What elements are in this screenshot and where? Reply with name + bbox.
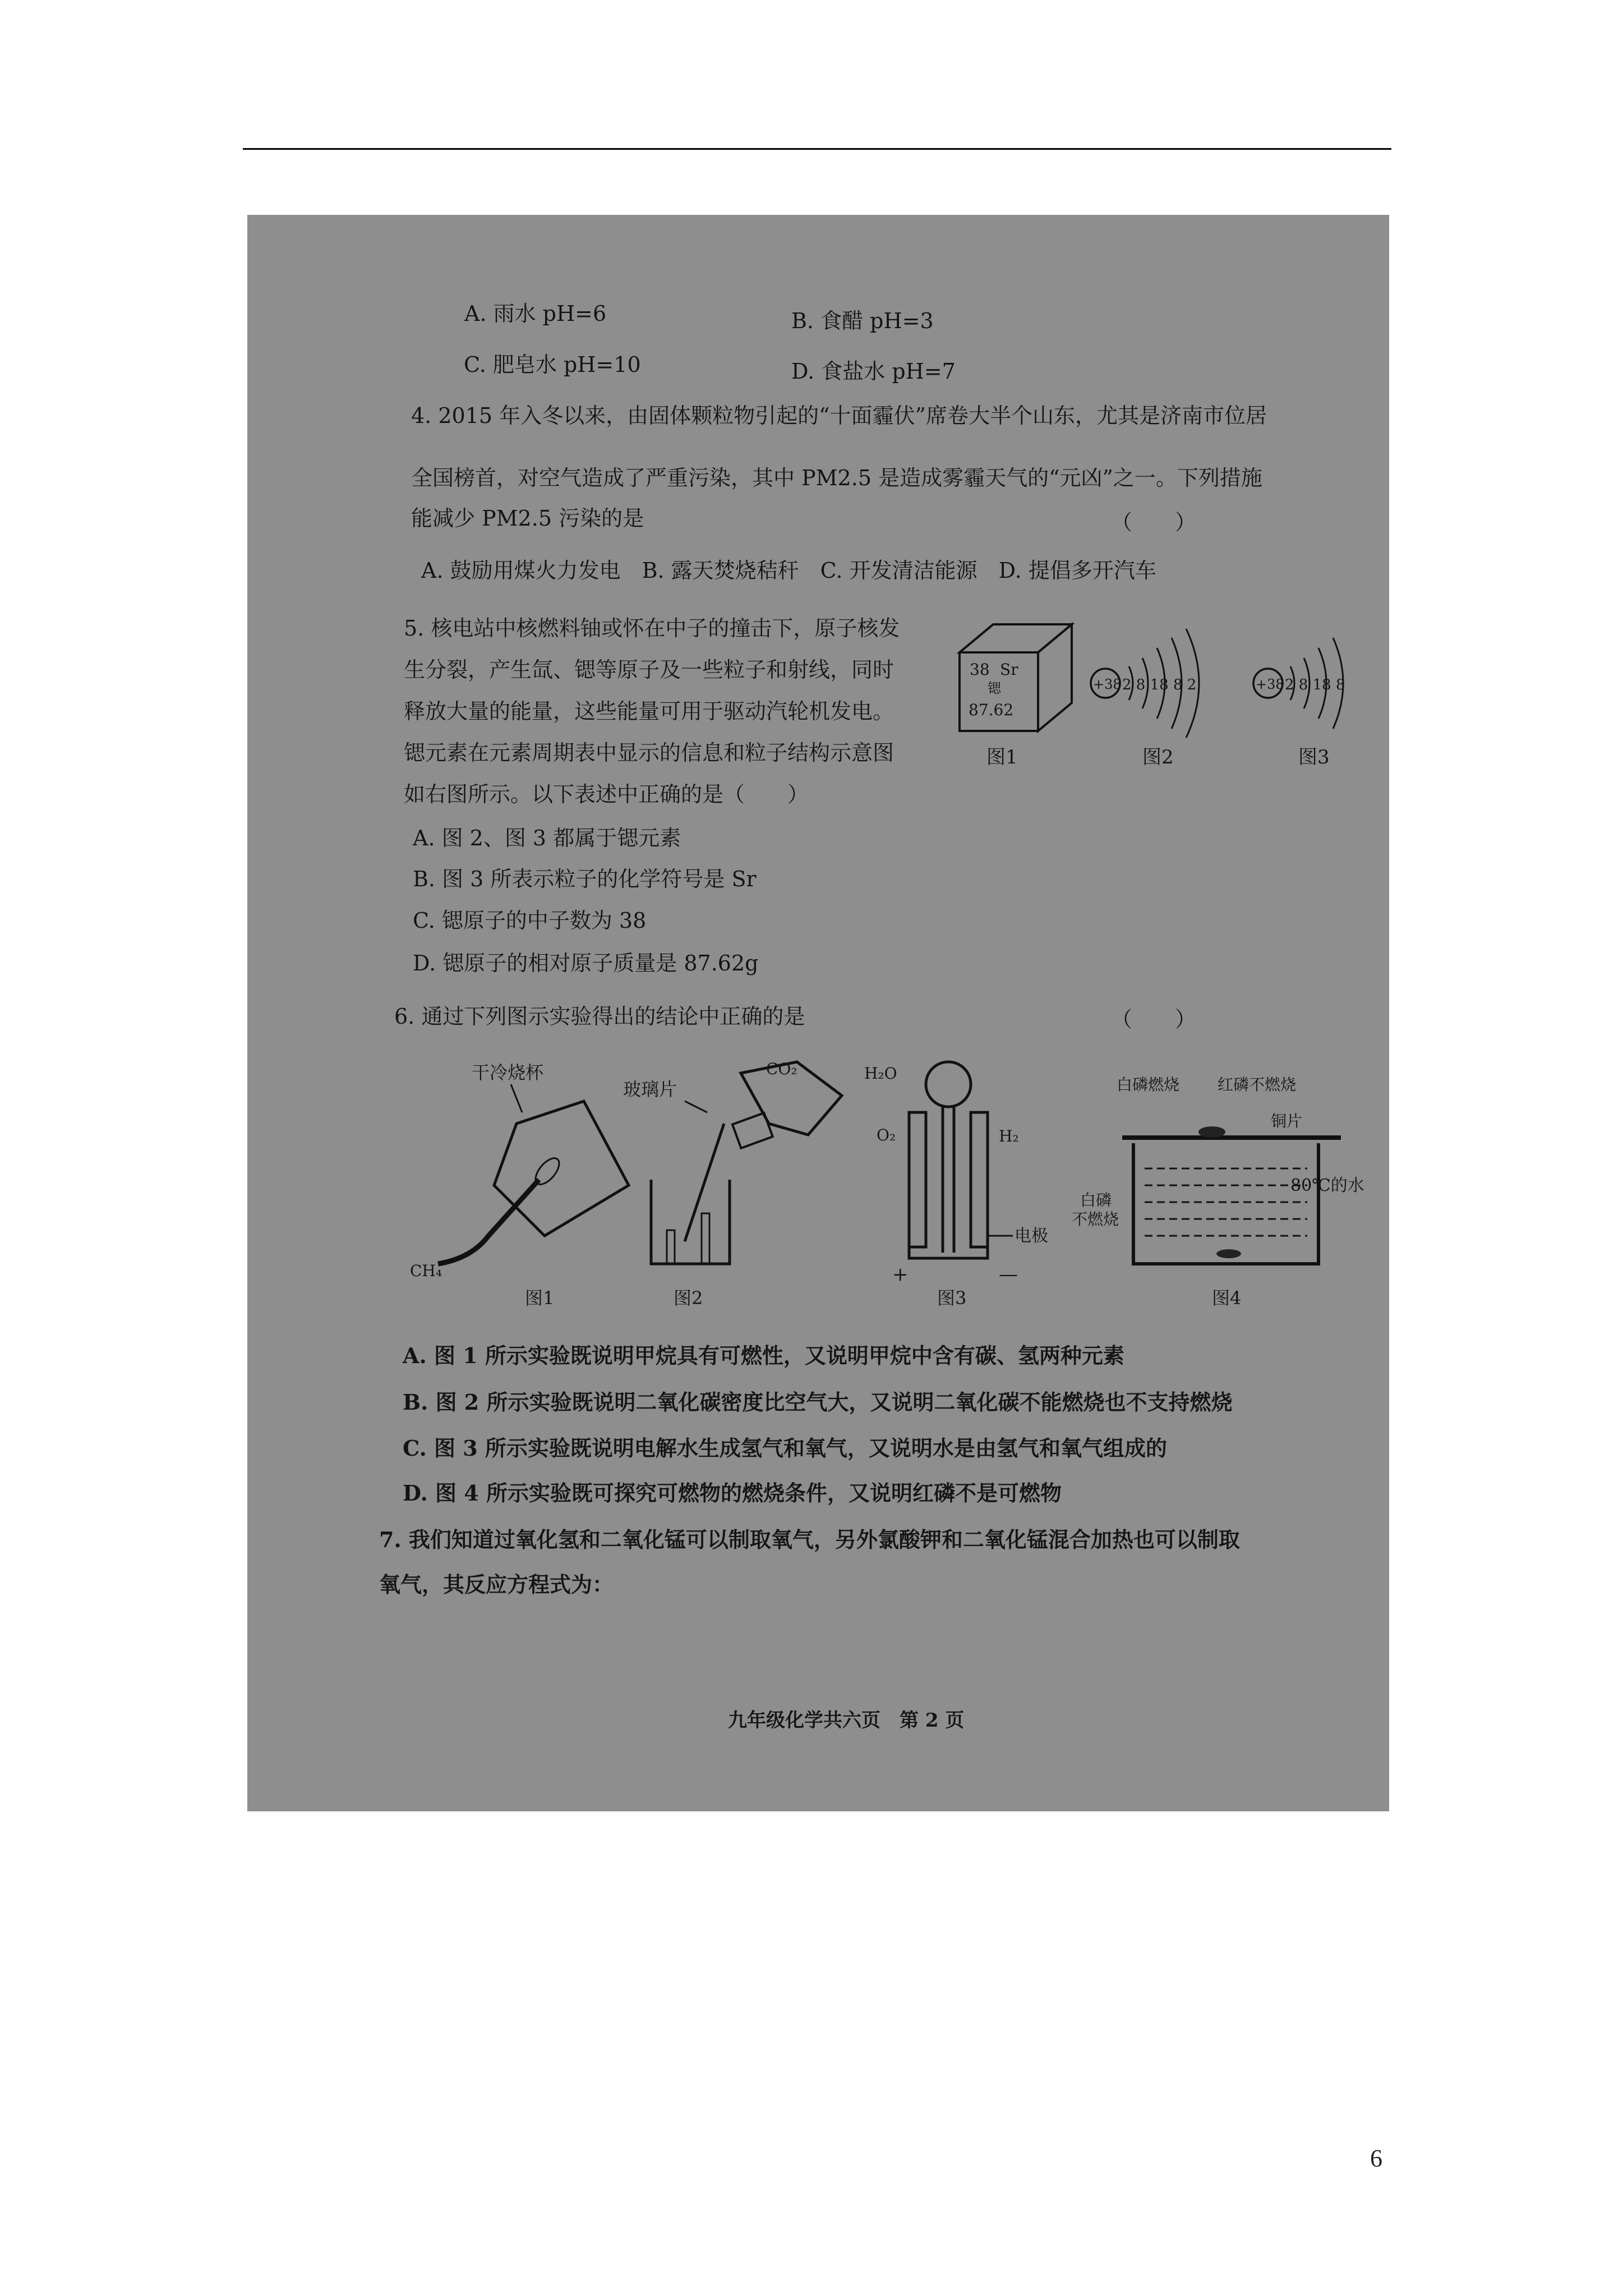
q5-option-d: D. 锶原子的相对原子质量是 87.62g bbox=[413, 951, 759, 976]
q5-fig1-element-cube bbox=[960, 624, 1072, 769]
q6-fig2-label-glass: 玻璃片 bbox=[623, 1079, 677, 1100]
q5-fig3-ion-structure bbox=[1253, 638, 1345, 769]
q6-fig1-caption: 图1 bbox=[525, 1287, 555, 1309]
q6-option-b: B. 图 2 所示实验既说明二氧化碳密度比空气大，又说明二氧化碳不能燃烧也不支持燃烧 bbox=[403, 1389, 1233, 1415]
q6-fig4-caption: 图4 bbox=[1212, 1287, 1242, 1309]
q5-fig3-nucleus: +38 bbox=[1256, 677, 1284, 692]
q6-option-c: C. 图 3 所示实验既说明电解水生成氢气和氧气，又说明水是由氢气和氧气组成的 bbox=[403, 1435, 1167, 1461]
q6-stem: 6. 通过下列图示实验得出的结论中正确的是 bbox=[394, 1004, 805, 1029]
q6-fig3-label-h2: H₂ bbox=[999, 1127, 1019, 1145]
q5-option-c: C. 锶原子的中子数为 38 bbox=[413, 908, 647, 933]
q6-fig3-caption: 图3 bbox=[937, 1287, 967, 1309]
q5-fig1-caption: 图1 bbox=[986, 746, 1018, 769]
q6-fig1-methane-beaker bbox=[410, 1062, 629, 1309]
q6-option-a: A. 图 1 所示实验既说明甲烷具有可燃性，又说明甲烷中含有碳、氢两种元素 bbox=[403, 1343, 1124, 1368]
q4-line-1: 4. 2015 年入冬以来，由固体颗粒物引起的“十面霾伏”席卷大半个山东，尤其是济南市位居 bbox=[411, 403, 1267, 428]
q6-fig4-label-white-burn: 白磷燃烧 bbox=[1117, 1075, 1180, 1094]
q5-line-5: 如右图所示。以下表述中正确的是（ ） bbox=[404, 782, 809, 807]
q5-option-b: B. 图 3 所表示粒子的化学符号是 Sr bbox=[413, 867, 757, 891]
q3-option-b: B. 食醋 pH=3 bbox=[791, 309, 934, 333]
q6-fig1-label-cup: 干冷烧杯 bbox=[472, 1062, 544, 1083]
q6-fig2-co2-candles bbox=[623, 1060, 842, 1309]
q6-fig4-label-white-no-2: 不燃烧 bbox=[1072, 1210, 1119, 1228]
q5-fig2-nucleus: +38 bbox=[1093, 677, 1122, 692]
q3-option-a: A. 雨水 pH=6 bbox=[464, 301, 607, 326]
q6-fig2-label-gas: CO₂ bbox=[766, 1060, 797, 1078]
q6-fig3-label-electrode: 电极 bbox=[1015, 1226, 1048, 1246]
q6-fig4-label-white-no-1: 白磷 bbox=[1080, 1191, 1112, 1209]
q6-fig4-phosphorus-combustion bbox=[1072, 1075, 1364, 1309]
q5-line-1: 5. 核电站中核燃料铀或怀在中子的撞击下，原子核发 bbox=[404, 616, 900, 641]
scanned-exam-page bbox=[247, 215, 1389, 1811]
q6-figures bbox=[404, 1051, 1369, 1320]
q7-line-1: 7. 我们知道过氧化氢和二氧化锰可以制取氧气，另外氯酸钾和二氧化锰混合加热也可以制取 bbox=[379, 1527, 1240, 1552]
q5-figures bbox=[954, 613, 1358, 787]
q3-option-d: D. 食盐水 pH=7 bbox=[791, 359, 956, 384]
q6-fig3-electrolysis bbox=[864, 1062, 1048, 1309]
q5-fig2-caption: 图2 bbox=[1142, 746, 1174, 769]
q6-fig4-label-copper: 铜片 bbox=[1271, 1112, 1303, 1130]
q6-fig4-label-red-no: 红磷不燃烧 bbox=[1218, 1075, 1297, 1094]
q5-line-2: 生分裂，产生氙、锶等原子及一些粒子和射线，同时 bbox=[404, 657, 895, 682]
header-rule bbox=[243, 148, 1391, 150]
q4-line-2: 全国榜首，对空气造成了严重污染，其中 PM2.5 是造成雾霾天气的“元凶”之一。下列措施 bbox=[411, 466, 1262, 490]
q4-answer-blank: （ ） bbox=[1111, 510, 1197, 535]
q3-option-c: C. 肥皂水 pH=10 bbox=[464, 352, 641, 377]
q5-fig1-mass: 87.62 bbox=[969, 701, 1014, 719]
q5-fig2-atom-structure bbox=[1091, 629, 1199, 769]
q6-option-d: D. 图 4 所示实验既可探究可燃物的燃烧条件，又说明红磷不是可燃物 bbox=[403, 1480, 1062, 1506]
q5-fig3-caption: 图3 bbox=[1298, 746, 1330, 769]
q5-fig3-shells: 2 8 18 8 bbox=[1285, 677, 1345, 693]
q5-fig1-symbol: Sr bbox=[1000, 660, 1018, 679]
q5-fig1-atomic-number: 38 bbox=[970, 660, 990, 679]
q6-fig3-label-water: H₂O bbox=[864, 1064, 897, 1083]
q5-line-3: 释放大量的能量，这些能量可用于驱动汽轮机发电。 bbox=[404, 699, 895, 724]
q6-fig3-label-o2: O₂ bbox=[877, 1126, 896, 1144]
q6-answer-blank: （ ） bbox=[1111, 1007, 1197, 1032]
q4-options: A. 鼓励用煤火力发电 B. 露天焚烧秸秆 C. 开发清洁能源 D. 提倡多开汽车 bbox=[421, 558, 1156, 583]
q7-line-2: 氧气，其反应方程式为： bbox=[379, 1572, 614, 1597]
exam-page-footer: 九年级化学共六页 第 2 页 bbox=[728, 1709, 965, 1732]
q6-fig3-label-plus: + bbox=[892, 1263, 909, 1286]
q5-line-4: 锶元素在元素周期表中显示的信息和粒子结构示意图 bbox=[404, 740, 895, 765]
q6-fig1-label-gas: CH₄ bbox=[410, 1262, 442, 1280]
q6-fig3-label-minus: — bbox=[999, 1263, 1018, 1286]
q6-fig4-label-water: 80℃的水 bbox=[1290, 1176, 1364, 1195]
q5-fig1-name: 锶 bbox=[988, 680, 1001, 696]
q5-fig2-shells: 2 8 18 8 2 bbox=[1122, 677, 1197, 693]
q5-option-a: A. 图 2、图 3 都属于锶元素 bbox=[413, 826, 681, 850]
q4-line-3: 能减少 PM2.5 污染的是 bbox=[411, 506, 644, 531]
page-number: 6 bbox=[1370, 2145, 1382, 2172]
q6-fig2-caption: 图2 bbox=[674, 1287, 703, 1309]
